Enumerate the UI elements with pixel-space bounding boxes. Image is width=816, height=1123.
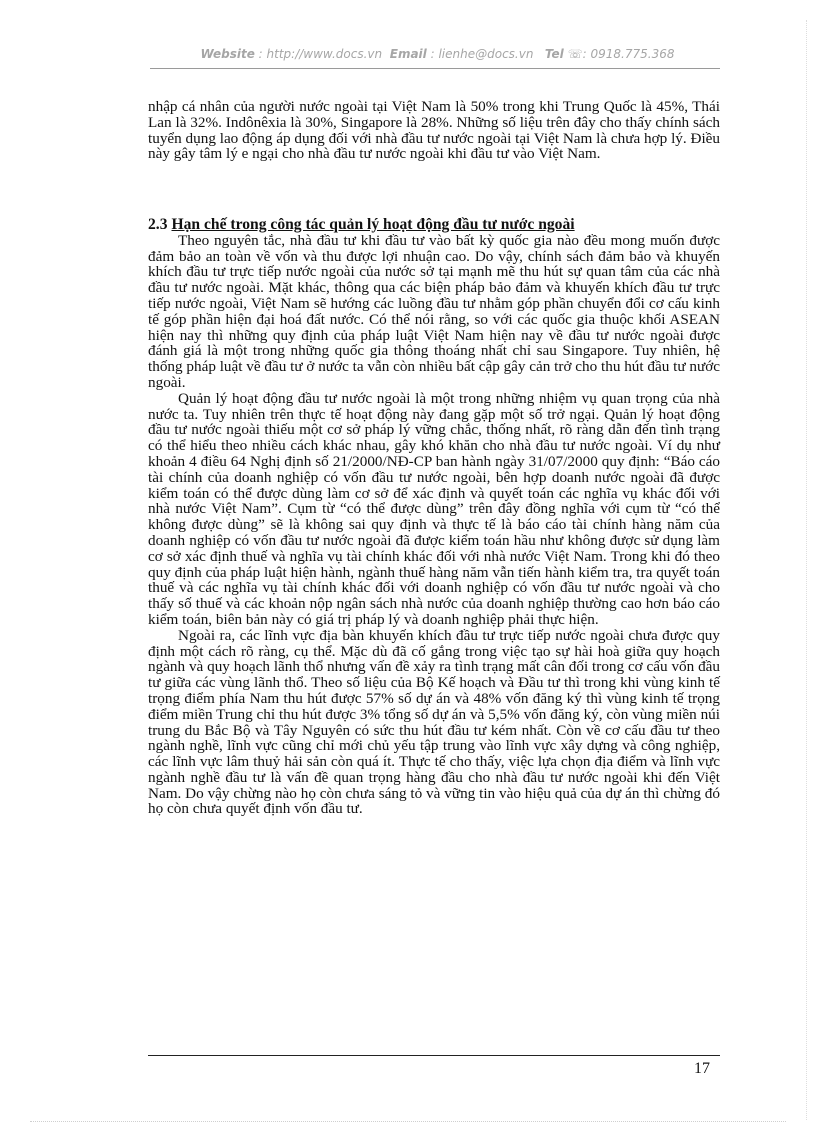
paragraph: Ngoài ra, các lĩnh vực địa bàn khuyến khích đầu tư trực tiếp nước ngoài chưa được quy định một cách rõ ràng, cụ thể. Mặc dù đã cố gắng trong việc tạo sự hài hoà giữa quy hoạch ngành và quy hoạch lãnh thổ nhưng vấn đề xảy ra tình trạng mất cân đối trong cơ cấu vốn đầu tư giữa các vùng lãnh thổ. Theo số liệu của Bộ Kế hoạch và Đầu tư thì trong khi vùng kinh tế trọng điểm phía Nam thu hút được 57% số dự án và 48% vốn đăng ký thì vùng kinh tế trọng điểm miền Trung chỉ thu hút được 3% tổng số dự án và 5,5% vốn đăng ký, còn vùng miền núi trung du Bắc Bộ và Tây Nguyên có sức thu hút đầu tư kém nhất. Còn về cơ cấu đầu tư theo ngành nghề, lĩnh vực cũng chỉ mới chủ yếu tập trung vào lĩnh vực xây dựng và công nghiệp, các lĩnh vực lâm thuỷ hải sản còn quá ít. Thực tế cho thấy, việc lựa chọn địa điểm và lĩnh vực ngành nghề đầu tư là vấn đề quan trọng hàng đầu cho nhà đầu tư nước ngoài khi đến Việt Nam. Do vậy chừng nào họ còn chưa sáng tỏ và vững tin vào hiệu quả của dự án thì chừng đó họ còn chưa quyết định vốn đầu tư.	[148, 626, 720, 818]
section-heading	[148, 217, 720, 233]
tel-label: Tel	[544, 47, 564, 61]
page-header	[150, 47, 725, 61]
paragraph: Quản lý hoạt động đầu tư nước ngoài là một trong những nhiệm vụ quan trọng của nhà nước ta. Tuy nhiên trên thực tế hoạt động này đang gặp một số trở ngại. Quản lý hoạt động đầu tư nước ngoài thiếu một cơ sở pháp lý vững chắc, thống nhất, rõ ràng dẫn đến tình trạng có thể hiểu theo nhiều cách khác nhau, gây khó khăn cho nhà đầu tư nước ngoài. Ví dụ như khoản 4 điều 64 Nghị định số 21/2000/NĐ-CP ban hành ngày 31/07/2000 quy định: “Báo cáo tài chính của doanh nghiệp có vốn đầu tư nước ngoài, bên hợp doanh nước ngoài đã được kiểm toán có thể được dùng làm cơ sở để xác định và quyết toán các nghĩa vụ khác đối với nhà nước Việt Nam”. Cụm từ “có thể được dùng” trên đây đồng nghĩa với cụm từ “có thể không được dùng” sẽ là không sai quy định và thực tế là báo cáo tài chính hàng năm của doanh nghiệp có vốn đầu tư nước ngoài đã được kiểm toán hầu như không được sử dụng làm cơ sở xác định thuế và nghĩa vụ tài chính khác đối với nhà nước Việt Nam. Trong khi đó theo quy định của pháp luật hiện hành, ngành thuế hàng năm vẫn tiến hành kiểm tra, tra quyết toán thuế và các nghĩa vụ tài chính khác đối với doanh nghiệp có vốn đầu tư nước ngoài và cho thấy số thuế và các khoản nộp ngân sách nhà nước của doanh nghiệp thường cao hơn báo cáo kiểm toán, biên bản này có giá trị pháp lý và doanh nghiệp phải thực hiện.	[148, 389, 720, 628]
footer-divider	[148, 1055, 720, 1056]
intro-paragraph: nhập cá nhân của người nước ngoài tại Việt Nam là 50% trong khi Trung Quốc là 45%, Thái Lan là 32%. Indônêxia là 30%, Singapore là 28%. Những số liệu trên đây cho thấy chính sách tuyển dụng lao động áp dụng đối với nhà đầu tư nước ngoài tại Việt Nam là chưa hợp lý. Điều này gây tâm lý e ngại cho nhà đầu tư nước ngoài khi đầu tư vào Việt Nam.	[148, 98, 720, 163]
page-number: 17	[694, 1060, 710, 1077]
tel-number: : 0918.775.368	[582, 47, 675, 61]
page-edge-bottom	[30, 1121, 786, 1122]
section-2-3	[148, 217, 720, 817]
email-label: Email	[389, 47, 427, 61]
intro-block	[148, 99, 720, 162]
telephone-icon: ☏	[567, 47, 583, 61]
paragraph: Theo nguyên tắc, nhà đầu tư khi đầu tư vào bất kỳ quốc gia nào đều mong muốn được đảm bảo an toàn về vốn và thu được lợi nhuận cao. Do vậy, chính sách đảm bảo và khuyến khích đầu tư trực tiếp nước ngoài của nước sở tại mạnh mẽ thu hút sự quan tâm của các nhà đầu tư nước ngoài. Mặt khác, thông qua các biện pháp bảo đảm và khuyến khích đầu tư trực tiếp nước ngoài, Việt Nam sẽ hướng các luồng đầu tư nhằm góp phần chuyển đổi cơ cấu kinh tế góp phần hiện đại hoá đất nước. Có thể nói rằng, so với các quốc gia thuộc khối ASEAN hiện nay thì những quy định của pháp luật Việt Nam hiện nay về đầu tư nước ngoài được đánh giá là một trong những quốc gia thông thoáng nhất chỉ sau Singapore. Tuy nhiên, hệ thống pháp luật về đầu tư ở nước ta vẫn còn nhiều bất cập gây cản trở cho thu hút đầu tư nước ngoài.	[148, 231, 720, 391]
website-label: Website	[200, 47, 255, 61]
page-edge-right	[806, 20, 807, 1120]
section-number: 2.3	[148, 216, 168, 233]
header-divider	[150, 68, 720, 69]
website-url: : http://www.docs.vn	[258, 47, 383, 61]
email-address: : lienhe@docs.vn	[430, 47, 534, 61]
section-title: Hạn chế trong công tác quản lý hoạt động đầu tư nước ngoài	[171, 216, 575, 233]
